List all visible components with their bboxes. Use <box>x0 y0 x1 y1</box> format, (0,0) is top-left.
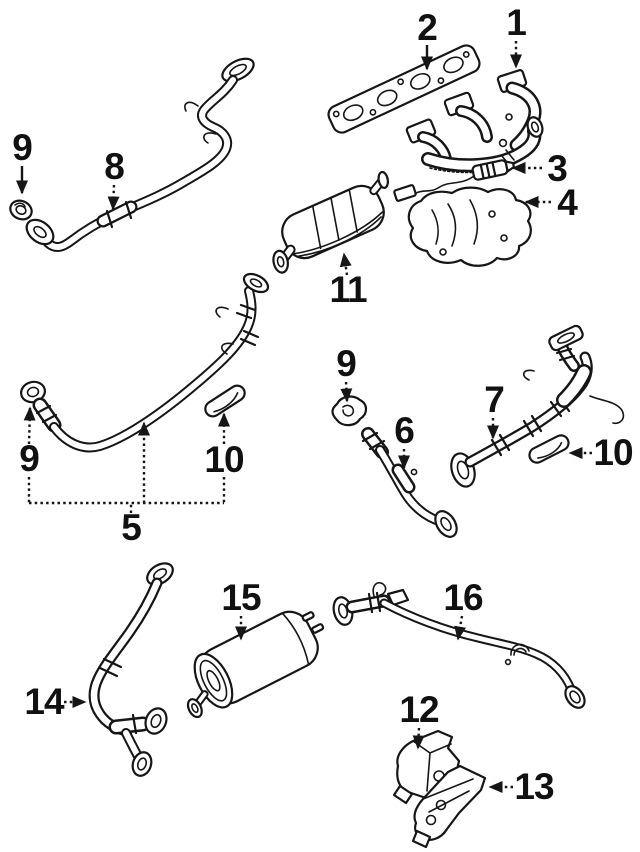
callout-1-label: 1 <box>506 2 526 43</box>
callout-9-front <box>12 127 32 193</box>
manifold-gasket <box>326 43 483 136</box>
center-exhaust-pipe <box>19 270 271 447</box>
callout-9-right <box>336 343 356 401</box>
callout-11 <box>329 254 367 310</box>
callout-9-mid-label: 9 <box>19 438 39 479</box>
callout-14 <box>24 681 85 722</box>
callout-13 <box>490 766 554 807</box>
hanger-bracket-right <box>527 433 571 465</box>
callout-2-label: 2 <box>417 7 437 48</box>
callout-5 <box>29 423 224 548</box>
callout-3-label: 3 <box>547 148 567 189</box>
callout-10-mid-label: 10 <box>204 439 244 480</box>
exhaust-gasket-right <box>333 397 367 426</box>
callout-10-right <box>570 432 633 473</box>
callout-9-mid <box>19 408 39 503</box>
callout-7 <box>484 379 504 438</box>
callout-10-right-label: 10 <box>593 432 633 473</box>
callout-8 <box>104 146 124 209</box>
callout-11-label: 11 <box>329 269 367 310</box>
callout-4-label: 4 <box>557 182 577 223</box>
callout-12-label: 12 <box>399 689 439 730</box>
callout-8-label: 8 <box>104 146 124 187</box>
callout-15-label: 15 <box>221 577 261 618</box>
callout-7-label: 7 <box>484 379 504 420</box>
callout-1 <box>506 2 526 67</box>
callout-13-label: 13 <box>514 766 554 807</box>
callout-9-right-label: 9 <box>336 343 356 384</box>
callout-9-front-label: 9 <box>12 127 32 168</box>
callout-6-label: 6 <box>394 410 414 451</box>
callout-10-mid <box>204 414 244 503</box>
hanger-bracket-mid <box>202 383 247 420</box>
front-pipe-4wd <box>333 324 624 540</box>
manifold-heat-shield <box>409 188 531 266</box>
callout-6 <box>394 410 414 468</box>
exhaust-gasket-front <box>7 197 35 223</box>
catalytic-converter <box>255 169 407 276</box>
callout-14-label: 14 <box>24 681 64 722</box>
callout-16-label: 16 <box>443 577 483 618</box>
intermediate-pipe <box>94 559 177 778</box>
front-exhaust-pipe <box>22 54 257 249</box>
leader-line-8 <box>113 185 114 209</box>
callout-5-label: 5 <box>121 507 141 548</box>
